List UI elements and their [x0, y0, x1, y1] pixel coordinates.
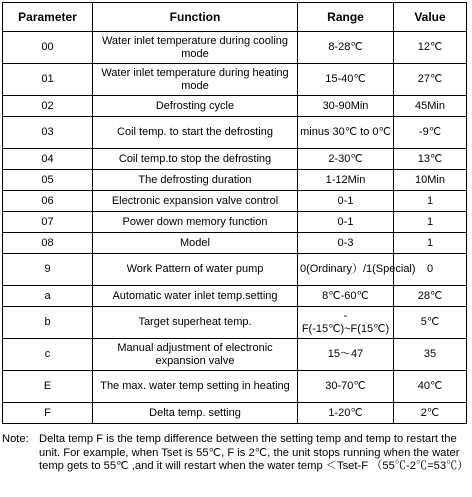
function-cell: Model: [93, 233, 298, 254]
range-cell: minus 30℃ to 0℃: [298, 117, 394, 149]
parameter-cell: 06: [3, 191, 93, 212]
range-cell: 0-1: [298, 212, 394, 233]
table-row: [3, 339, 467, 371]
range-cell: 15～47: [298, 339, 394, 371]
note: [2, 433, 468, 474]
function-cell: The max. water temp setting in heating: [93, 371, 298, 403]
value-cell: 1: [394, 212, 467, 233]
value-cell: 5℃: [394, 307, 467, 339]
function-cell: Electronic expansion valve control: [93, 191, 298, 212]
value-cell: 12℃: [394, 32, 467, 64]
parameter-cell: 04: [3, 149, 93, 170]
parameter-cell: 07: [3, 212, 93, 233]
range-cell: 0-3: [298, 233, 394, 254]
function-cell: Automatic water inlet temp.setting: [93, 286, 298, 307]
header-function: Function: [93, 3, 298, 32]
parameter-cell: 02: [3, 96, 93, 117]
value-cell: 45Min: [394, 96, 467, 117]
table-row: [3, 149, 467, 170]
table-row: [3, 286, 467, 307]
value-cell: -9℃: [394, 117, 467, 149]
table-row: [3, 64, 467, 96]
table-header-row: [3, 3, 467, 32]
function-cell: Target superheat temp.: [93, 307, 298, 339]
parameter-cell: 01: [3, 64, 93, 96]
parameter-cell: 05: [3, 170, 93, 191]
function-cell: Water inlet temperature during cooling mode: [93, 32, 298, 64]
table-row: [3, 191, 467, 212]
parameter-cell: 03: [3, 117, 93, 149]
value-cell: 27℃: [394, 64, 467, 96]
parameter-cell: c: [3, 339, 93, 371]
range-cell: 0(Ordinary）/1(Special): [298, 254, 394, 286]
value-cell: 10Min: [394, 170, 467, 191]
function-cell: Power down memory function: [93, 212, 298, 233]
function-cell: Manual adjustment of electronic expansion valve: [93, 339, 298, 371]
value-cell: 35: [394, 339, 467, 371]
table-row: [3, 170, 467, 191]
range-cell: 0-1: [298, 191, 394, 212]
parameter-cell: a: [3, 286, 93, 307]
range-cell: 2-30℃: [298, 149, 394, 170]
range-cell: 15-40℃: [298, 64, 394, 96]
value-cell: 1: [394, 233, 467, 254]
function-cell: The defrosting duration: [93, 170, 298, 191]
range-cell: 8-28℃: [298, 32, 394, 64]
function-cell: Defrosting cycle: [93, 96, 298, 117]
function-cell: Coil temp. to start the defrosting: [93, 117, 298, 149]
note-label: Note:: [2, 433, 29, 445]
header-value: Value: [394, 3, 467, 32]
header-parameter: Parameter: [3, 3, 93, 32]
table-row: [3, 96, 467, 117]
range-cell: -F(-15℃)~F(15℃): [298, 307, 394, 339]
range-cell: 1-20℃: [298, 403, 394, 424]
table-row: [3, 307, 467, 339]
value-cell: 28℃: [394, 286, 467, 307]
table-row: [3, 32, 467, 64]
function-cell: Coil temp.to stop the defrosting: [93, 149, 298, 170]
range-cell: 30-70℃: [298, 371, 394, 403]
value-cell: 1: [394, 191, 467, 212]
parameter-cell: 00: [3, 32, 93, 64]
value-cell: 0: [394, 254, 467, 286]
function-cell: Work Pattern of water pump: [93, 254, 298, 286]
value-cell: 13℃: [394, 149, 467, 170]
table-row: [3, 254, 467, 286]
value-cell: 2℃: [394, 403, 467, 424]
parameter-cell: b: [3, 307, 93, 339]
table-row: [3, 403, 467, 424]
function-cell: Delta temp. setting: [93, 403, 298, 424]
range-cell: 8℃-60℃: [298, 286, 394, 307]
parameter-cell: E: [3, 371, 93, 403]
table-row: [3, 117, 467, 149]
table-row: [3, 212, 467, 233]
function-cell: Water inlet temperature during heating mode: [93, 64, 298, 96]
parameter-table: [2, 2, 467, 424]
table-row: [3, 371, 467, 403]
header-range: Range: [298, 3, 394, 32]
range-cell: 30-90Min: [298, 96, 394, 117]
value-cell: 40℃: [394, 371, 467, 403]
parameter-cell: F: [3, 403, 93, 424]
note-text: Delta temp F is the temp difference between the setting temp and temp to restart the unit. For example, when Tset is 55℃, F is 2℃, the unit stops running when the water temp gets to 55℃ ,and it will restart when the water temp ＜Tset-F （55℃-2℃=53℃）: [39, 433, 469, 473]
parameter-cell: 08: [3, 233, 93, 254]
table-row: [3, 233, 467, 254]
parameter-cell: 9: [3, 254, 93, 286]
range-cell: 1-12Min: [298, 170, 394, 191]
